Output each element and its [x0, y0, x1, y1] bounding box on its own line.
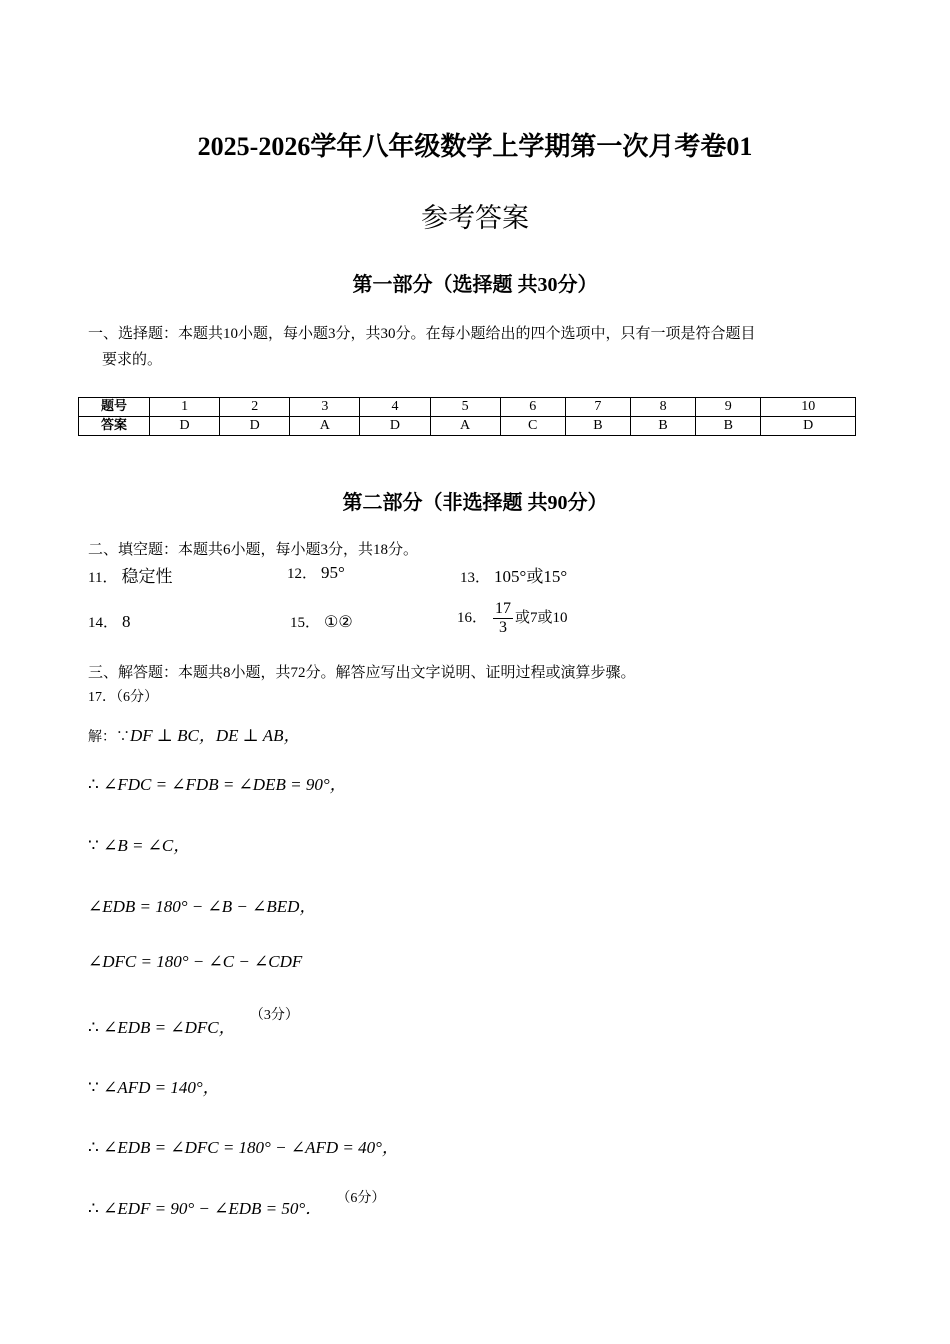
- line-prefix: ∵: [88, 1078, 99, 1097]
- fill-item-12: [287, 562, 345, 583]
- q17-line: [88, 831, 190, 856]
- row-label-answer: 答案: [79, 417, 150, 436]
- answer-table: [78, 397, 856, 436]
- line-prefix: ∴: [88, 1138, 99, 1157]
- fill-answer: 105°或15°: [494, 567, 568, 586]
- part2-heading: 第二部分（非选择题 共90分）: [342, 492, 608, 514]
- line-text: ∠DFC = 180° − ∠C − ∠CDF: [88, 952, 303, 971]
- fill-number: 14．: [88, 615, 119, 631]
- fraction-denominator: 3: [499, 619, 508, 636]
- q17-line: [88, 892, 316, 917]
- document-title: 2025-2026学年八年级数学上学期第一次月考卷01: [197, 132, 753, 161]
- answer-cell: B: [631, 417, 696, 436]
- question-number: 9: [696, 398, 761, 417]
- q17-line: [88, 1073, 220, 1098]
- row-label-number: 题号: [79, 398, 150, 417]
- answer-cell: D: [761, 417, 856, 436]
- line-prefix: ∵: [88, 836, 99, 855]
- part1-instruction-line1: 一、选择题：本题共10小题，每小题3分，共30分。在每小题给出的四个选项中，只有一项是符合题目: [88, 326, 756, 342]
- answer-cell: D: [360, 417, 430, 436]
- question-number: 5: [430, 398, 500, 417]
- answer-cell: A: [290, 417, 360, 436]
- line-prefix: ∴: [88, 775, 99, 794]
- line-prefix: ∴: [88, 1018, 99, 1037]
- fraction: [493, 600, 513, 637]
- line-text: DF ⊥ BC，DE ⊥ AB，: [130, 726, 301, 745]
- line-text: ∠B = ∠C，: [103, 836, 191, 855]
- line-text: ∠AFD = 140°，: [103, 1078, 220, 1097]
- q17-line: [88, 721, 300, 746]
- q17-line: [88, 1191, 386, 1219]
- fill-item-15: [290, 611, 353, 632]
- fill-number: 11．: [88, 570, 118, 586]
- fill-number: 15．: [290, 615, 321, 631]
- line-text: ∠EDB = 180° − ∠B − ∠BED，: [88, 897, 317, 916]
- answer-cell: B: [696, 417, 761, 436]
- answer-cell: B: [565, 417, 630, 436]
- fill-answer: 8: [122, 612, 131, 631]
- score-note: （6分）: [336, 1191, 386, 1206]
- q17-line: [88, 770, 347, 795]
- fill-item-14: [88, 611, 131, 632]
- question-number: 3: [290, 398, 360, 417]
- fill-instruction: 二、填空题：本题共6小题，每小题3分，共18分。: [88, 542, 419, 558]
- answer-cell: C: [500, 417, 565, 436]
- score-note: （3分）: [249, 1008, 299, 1023]
- fill-answer: ①②: [324, 614, 353, 631]
- question-number: 10: [761, 398, 856, 417]
- fill-answer: 稳定性: [121, 567, 173, 586]
- answer-cell: A: [430, 417, 500, 436]
- question-number: 2: [220, 398, 290, 417]
- line-prefix: 解：∵: [88, 730, 130, 745]
- question-number: 6: [500, 398, 565, 417]
- line-prefix: ∴: [88, 1199, 99, 1218]
- answer-cell: D: [220, 417, 290, 436]
- answer-table-number-row: [79, 398, 856, 417]
- solve-instruction: 三、解答题：本题共8小题，共72分。解答应写出文字说明、证明过程或演算步骤。: [88, 665, 636, 681]
- question-number: 1: [150, 398, 220, 417]
- question-number: 7: [565, 398, 630, 417]
- q17-line: [88, 1133, 399, 1158]
- fraction-numerator: 17: [495, 600, 512, 617]
- fill-number: 13．: [460, 570, 491, 586]
- part1-instruction: [88, 321, 868, 373]
- fill-answer: 95°: [321, 563, 345, 582]
- fill-answer-tail: 或7或10: [515, 610, 568, 627]
- fill-item-11: [88, 562, 172, 587]
- question-number: 8: [631, 398, 696, 417]
- q17-line: [88, 952, 302, 972]
- fill-number: 12．: [287, 566, 318, 582]
- line-text: ∠EDB = ∠DFC，: [103, 1018, 236, 1037]
- document-subtitle: 参考答案: [421, 203, 529, 234]
- fill-item-13: [460, 562, 567, 587]
- answer-cell: D: [150, 417, 220, 436]
- fill-item-16: [457, 600, 568, 637]
- question-number: 4: [360, 398, 430, 417]
- line-text: ∠FDC = ∠FDB = ∠DEB = 90°，: [103, 775, 347, 794]
- answer-table-answer-row: [79, 417, 856, 436]
- q17-header: 17．（6分）: [88, 690, 158, 705]
- q17-line: [88, 1008, 299, 1038]
- line-text: ∠EDB = ∠DFC = 180° − ∠AFD = 40°，: [103, 1138, 399, 1157]
- part1-instruction-line2: 要求的。: [102, 352, 163, 368]
- line-text: ∠EDF = 90° − ∠EDB = 50°．: [103, 1199, 323, 1218]
- fill-number: 16．: [457, 610, 488, 627]
- part1-heading: 第一部分（选择题 共30分）: [352, 274, 598, 296]
